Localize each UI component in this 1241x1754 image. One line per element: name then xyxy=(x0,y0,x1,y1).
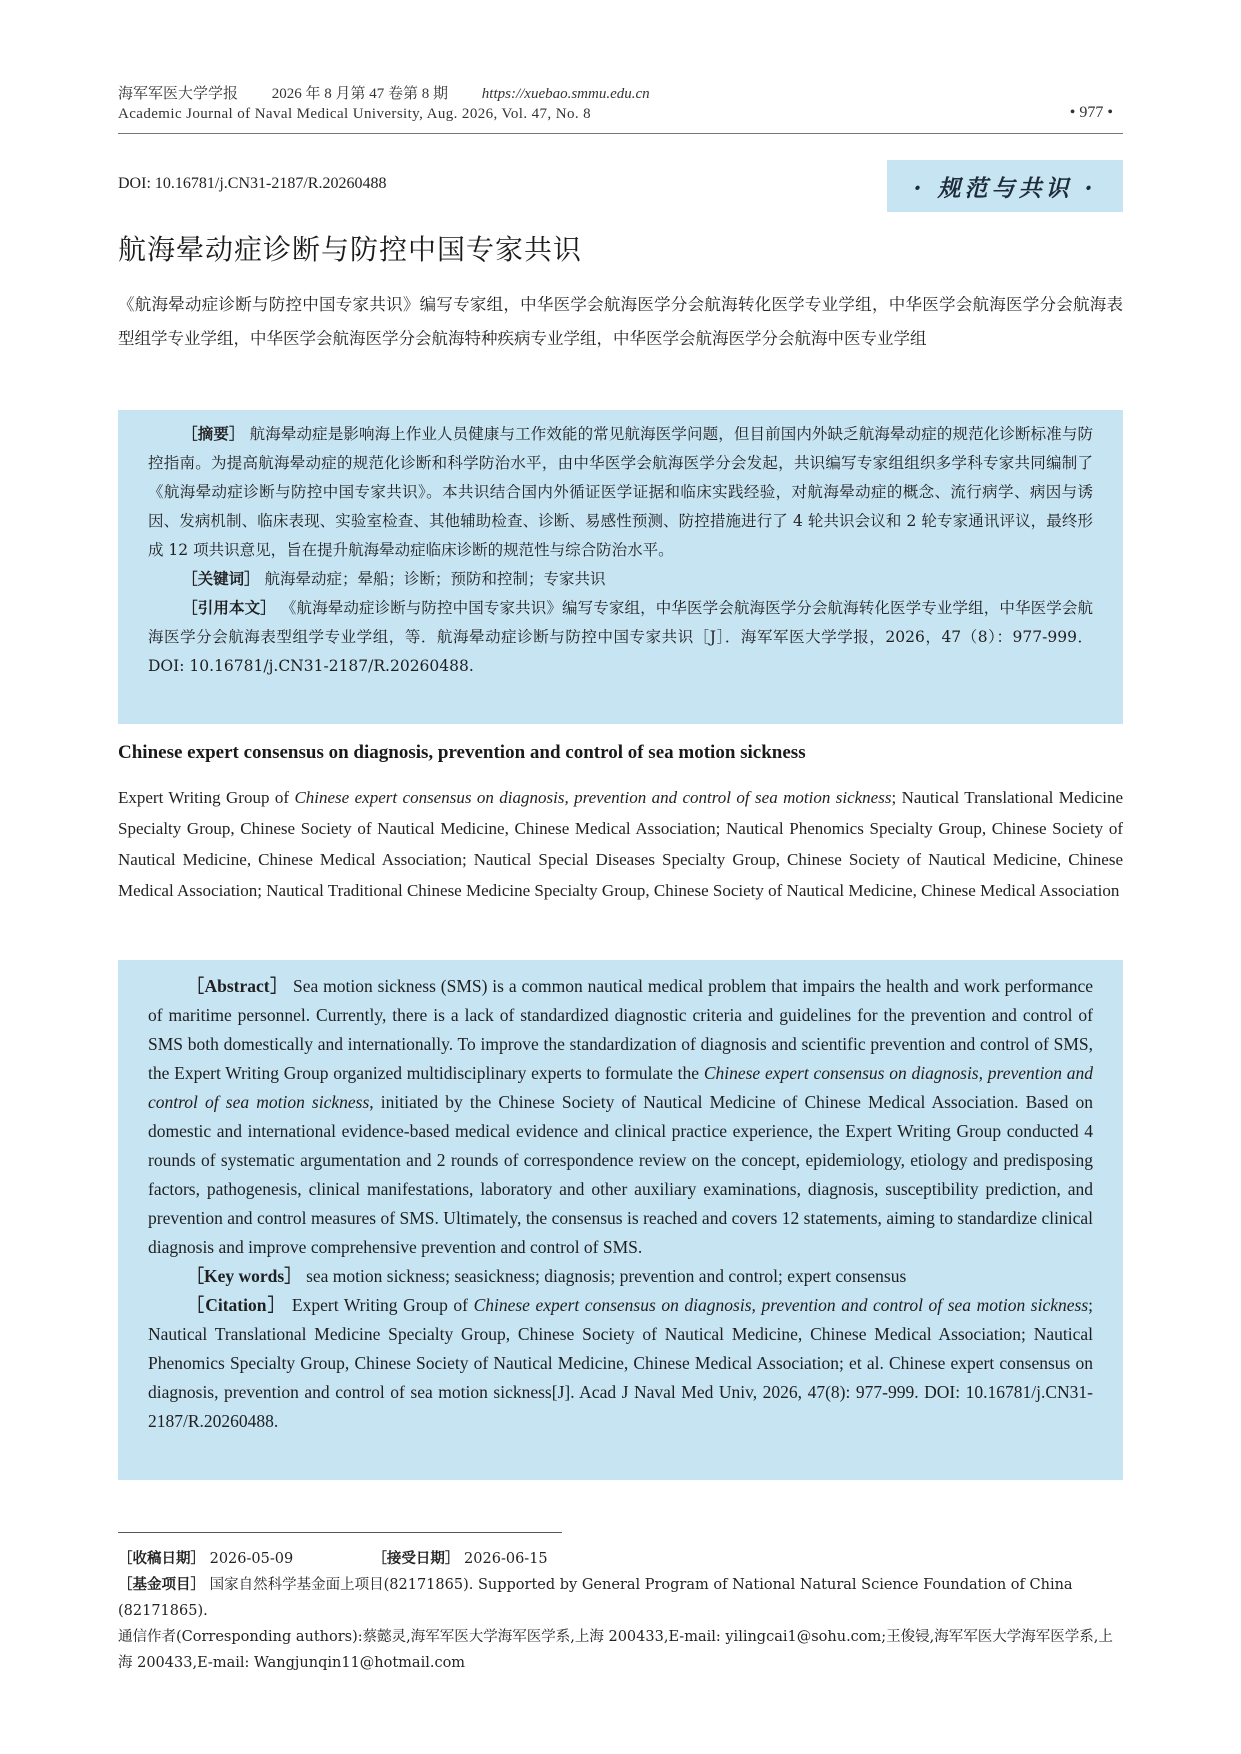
funding-line xyxy=(118,1572,1123,1624)
journal-url[interactable]: https://xuebao.smmu.edu.cn xyxy=(481,86,650,102)
abstract-italic-en: Chinese expert consensus on diagnosis, prevention and control of sea motion sickness xyxy=(148,1063,1093,1112)
abstract-text-en-1: Sea motion sickness (SMS) is a common nautical medical problem that impairs the health and work performance of maritime personnel. Currently, there is a lack of standardized diagnostic criteria and guidelines for the prevention and control of SMS both domestically and internationally. To improve the standardization of diagnosis and scientific prevention and control of SMS, the Expert Writing Group organized multidisciplinary experts to formulate the xyxy=(148,976,1094,1083)
keywords-text-en: sea motion sickness; seasickness; diagnosis; prevention and control; expert consensus xyxy=(306,1266,907,1286)
footnote-divider xyxy=(118,1532,562,1533)
abstract-label-cn: ［摘要］ xyxy=(182,425,245,443)
journal-name-cn: 海军军医大学学报 xyxy=(118,86,239,102)
citation-rest-en: ; Nautical Translational Medicine Specialty Group, Chinese Society of Nautical Medicine, Chinese Medical Association; Nautical Phenomics Specialty Group, Chinese Society of Nautical Medicine, Chinese Medical Association; et al. Chinese expert consensus on diagnosis, prevention and control of sea motion sickness[J]. Acad J Naval Med Univ, 2026, 47(8): 977-999. DOI: 10.16781/j.CN31-2187/R.20260488. xyxy=(148,1295,1093,1431)
abstract-box-en xyxy=(118,960,1123,1480)
page-number: • 977 • xyxy=(1069,104,1113,121)
authors-en-prefix: Expert Writing Group of xyxy=(118,788,295,807)
authors-en-rest: ; Nautical Translational Medicine Specialty Group, Chinese Society of Nautical Medicine, Chinese Medical Association; Nautical Phenomics Specialty Group, Chinese Society of Nautical Medicine, Chinese Medical Association; Nautical Special Diseases Specialty Group, Chinese Society of Nautical Medicine, Chinese Medical Association; Nautical Traditional Chinese Medicine Specialty Group, Chinese Society of Nautical Medicine, Chinese Medical Association xyxy=(118,788,1123,900)
received-label: ［收稿日期］ xyxy=(118,1551,205,1567)
citation-text-cn: 《航海晕动症诊断与防控中国专家共识》编写专家组，中华医学会航海医学分会航海转化医学专业学组，中华医学会航海医学分会航海表型组学专业学组，等．航海晕动症诊断与防控中国专家共识［J］．海军军医大学学报，2026，47（8）：977-999．DOI: 10.16781/j.CN31-2187/R.20260488. xyxy=(148,599,1093,675)
keywords-label-cn: ［关键词］ xyxy=(182,570,260,588)
accepted-label: ［接受日期］ xyxy=(372,1551,460,1567)
abstract-text-cn: 航海晕动症是影响海上作业人员健康与工作效能的常见航海医学问题，但目前国内外缺乏航海晕动症的规范化诊断标准与防控指南。为提高航海晕动症的规范化诊断和科学防治水平，由中华医学会航海医学分会发起，共识编写专家组组织多学科专家共同编制了《航海晕动症诊断与防控中国专家共识》。本共识结合国内外循证医学证据和临床实践经验，对航海晕动症的概念、流行病学、病因与诱因、发病机制、临床表现、实验室检查、其他辅助检查、诊断、易感性预测、防控措施进行了 4 轮共识会议和 2 轮专家通讯评议，最终形成 12 项共识意见，旨在提升航海晕动症临床诊断的规范性与综合防治水平。 xyxy=(148,425,1093,559)
keywords-label-en: ［Key words］ xyxy=(186,1266,302,1286)
article-title-cn: 航海晕动症诊断与防控中国专家共识 xyxy=(118,233,583,266)
funding-label: ［基金项目］ xyxy=(118,1577,205,1593)
keywords-cn xyxy=(148,565,1093,594)
citation-cn xyxy=(148,594,1093,681)
corresponding-authors: 通信作者(Corresponding authors):蔡懿灵,海军军医大学海军医学系,上海 200433,E-mail: yilingcai1@sohu.com;王俊锓,海军军医大学海军医学系,上海 200433,E-mail: Wangjunqin11@hotmail.com xyxy=(118,1629,1113,1671)
abstract-label-en: ［Abstract］ xyxy=(186,976,289,996)
citation-label-cn: ［引用本文］ xyxy=(182,599,276,617)
dates-line xyxy=(118,1546,1123,1572)
article-title-en: Chinese expert consensus on diagnosis, prevention and control of sea motion sickness xyxy=(118,742,806,763)
journal-name-en: Academic Journal of Naval Medical University, Aug. 2026, Vol. 47, No. 8 xyxy=(118,106,592,122)
accepted-date: 2026-06-15 xyxy=(464,1551,548,1567)
citation-en xyxy=(148,1291,1093,1436)
keywords-text-cn: 航海晕动症；晕船；诊断；预防和控制；专家共识 xyxy=(264,570,606,588)
citation-prefix-en: Expert Writing Group of xyxy=(291,1295,474,1315)
received-date: 2026-05-09 xyxy=(209,1551,294,1567)
issue-info-cn: 2026 年 8 月第 47 卷第 8 期 xyxy=(271,86,449,102)
keywords-en xyxy=(148,1262,1093,1291)
header-line-cn xyxy=(118,82,1123,103)
authors-en xyxy=(118,782,1123,906)
section-tag: · 规范与共识 · xyxy=(887,160,1123,212)
abstract-cn xyxy=(148,420,1093,565)
authors-en-italic-title: Chinese expert consensus on diagnosis, prevention and control of sea motion sickness xyxy=(294,788,892,807)
abstract-en xyxy=(148,972,1093,1262)
doi[interactable]: DOI: 10.16781/j.CN31-2187/R.20260488 xyxy=(118,175,387,192)
running-header xyxy=(118,82,1123,123)
citation-italic-en: Chinese expert consensus on diagnosis, prevention and control of sea motion sickness xyxy=(473,1295,1089,1315)
authors-cn: 《航海晕动症诊断与防控中国专家共识》编写专家组，中华医学会航海医学分会航海转化医学专业学组，中华医学会航海医学分会航海表型组学专业学组，中华医学会航海医学分会航海特种疾病专业学组，中华医学会航海医学分会航海中医专业学组 xyxy=(118,295,1123,348)
abstract-text-en-2: , initiated by the Chinese Society of Nautical Medicine of Chinese Medical Association. Based on domestic and international evidence-based medical evidence and clinical practice experience, the Expert Writing Group conducted 4 rounds of systematic argumentation and 2 rounds of correspondence review on the concept, epidemiology, etiology and predisposing factors, pathogenesis, clinical manifestations, laboratory and other auxiliary examinations, diagnosis, susceptibility prediction, and prevention and control measures of SMS. Ultimately, the consensus is reached and covers 12 statements, aiming to standardize clinical diagnosis and improve comprehensive prevention and control of SMS. xyxy=(148,1092,1093,1257)
funding-text: 国家自然科学基金面上项目(82171865). Supported by General Program of National Natural Science Foundation of China (82171865). xyxy=(118,1577,1073,1619)
header-divider xyxy=(118,133,1123,134)
abstract-box-cn xyxy=(118,410,1123,724)
citation-label-en: ［Citation］ xyxy=(186,1295,287,1315)
footnote xyxy=(118,1546,1123,1676)
